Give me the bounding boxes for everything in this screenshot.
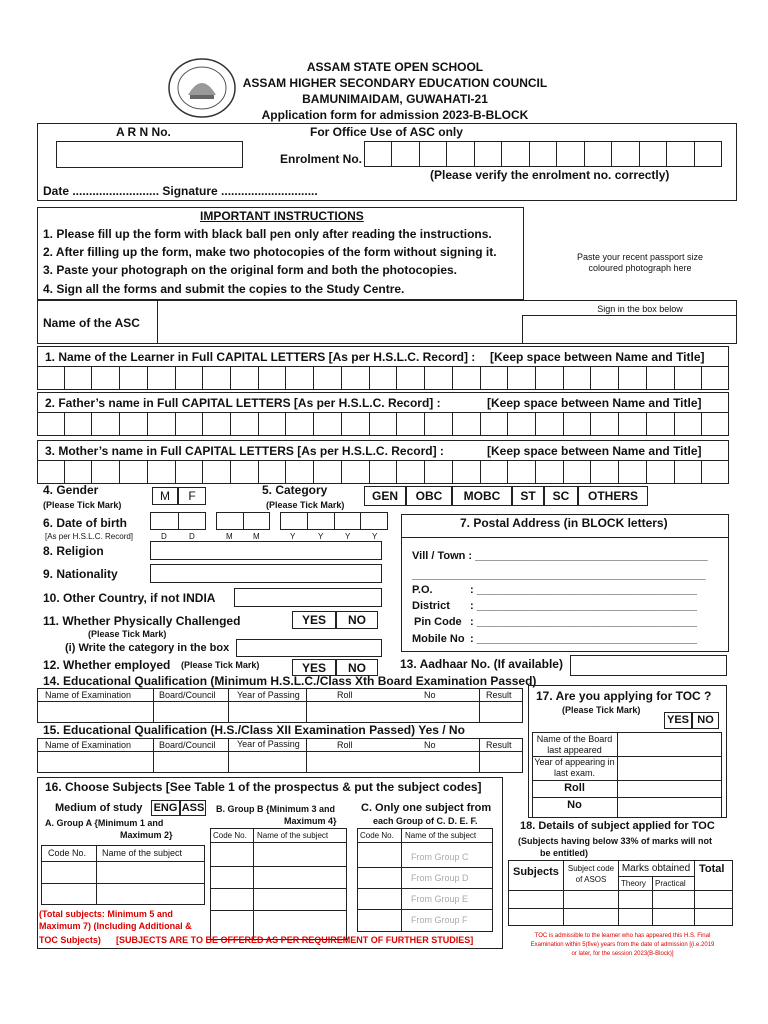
q15-col: Board/Council [159, 740, 216, 750]
nationality-input[interactable] [150, 564, 382, 583]
employed-tick: (Please Tick Mark) [181, 660, 260, 670]
category-sc[interactable]: SC [544, 486, 578, 506]
q15-label: 15. Educational Qualification (H.S./Class XII Examination Passed) Yes / No [43, 723, 465, 737]
instruction-2: 2. After filling up the form, make two photocopies of the form without signing it. [43, 245, 497, 259]
physical-tick: (Please Tick Mark) [88, 629, 167, 639]
dob-letter: Y [318, 532, 324, 541]
po-field[interactable]: : ____________________________________ [470, 584, 697, 596]
sign-text: Sign in the box below [597, 304, 683, 314]
from-group-e: From Group E [411, 894, 469, 904]
groupCF-name-header: Name of the subject [405, 831, 477, 840]
toc-code-header: Subject code of ASOS [567, 864, 615, 884]
toc-no-label: No [567, 799, 582, 811]
nationality-label: 9. Nationality [43, 567, 118, 581]
groupB-line1: B. Group B {Minimum 3 and [216, 804, 336, 814]
learner-name-input[interactable] [37, 366, 729, 390]
asc-label: Name of the ASC [43, 316, 140, 330]
total-note-1: (Total subjects: Minimum 5 and [39, 909, 173, 919]
dob-label: 6. Date of birth [43, 516, 128, 530]
aadhaar-label: 13. Aadhaar No. (If available) [400, 657, 563, 671]
header-line4: Application form for admission 2023-B-BLOCK [261, 108, 529, 122]
arn-input[interactable] [56, 141, 243, 168]
instruction-3: 3. Paste your photograph on the original form and both the photocopies. [43, 263, 458, 277]
q14-col: Year of Passing [237, 690, 300, 700]
from-group-f: From Group F [411, 915, 468, 925]
category-gen[interactable]: GEN [364, 486, 406, 506]
physical-yes[interactable]: YES [292, 611, 336, 629]
enrolment-input[interactable] [364, 141, 722, 167]
q18-sub1: (Subjects having below 33% of marks will not [518, 836, 713, 846]
dob-day-input[interactable] [150, 512, 206, 530]
groupB-code-header: Code No. [213, 831, 247, 840]
medium-ass[interactable]: ASS [181, 802, 205, 814]
physical-label: 11. Whether Physically Challenged [43, 614, 241, 628]
toc-footnote-2: Examination within 5(five) years from the date of admission [(i.e.2019 [530, 942, 715, 948]
medium-label: Medium of study [55, 802, 143, 814]
toc-tick: (Please Tick Mark) [562, 705, 641, 715]
toc-theory-header: Theory [621, 879, 646, 888]
verify-note: (Please verify the enrolment no. correctly) [430, 168, 670, 182]
country-label: 10. Other Country, if not INDIA [43, 591, 216, 605]
from-group-c: From Group C [411, 852, 469, 862]
dob-year-input[interactable] [280, 512, 388, 530]
category-others[interactable]: OTHERS [578, 486, 648, 506]
employed-no[interactable]: NO [336, 659, 378, 676]
category-st[interactable]: ST [512, 486, 544, 506]
physical-no[interactable]: NO [336, 611, 378, 629]
gender-label: 4. Gender [43, 483, 99, 497]
q16-label: 16. Choose Subjects [See Table 1 of the prospectus & put the subject codes] [45, 780, 482, 794]
dob-letter: M [253, 532, 260, 541]
from-group-d: From Group D [411, 873, 469, 883]
father-name-input[interactable] [37, 412, 729, 436]
arn-label: A R N No. [116, 125, 171, 139]
toc-practical-header: Practical [655, 879, 686, 888]
q3-label: 3. Mother’s name in Full CAPITAL LETTERS [As per H.S.L.C. Record] : [45, 444, 444, 458]
q15-col: Year of Passing [237, 739, 300, 749]
category-label: 5. Category [262, 483, 328, 497]
date-signature: Date .......................... Signature ............................. [43, 184, 318, 198]
toc-footnote-3: or later, for the session 2023(B-Block)] [571, 951, 674, 957]
pin-field[interactable]: : ____________________________________ [470, 616, 697, 628]
employed-label: 12. Whether employed [43, 658, 171, 672]
q3-note: [Keep space between Name and Title] [487, 444, 702, 458]
total-note-3: TOC Subjects) [39, 935, 101, 945]
groupA-line2: Maximum 2} [120, 830, 173, 840]
groupB-name-header: Name of the subject [257, 831, 329, 840]
q15-col: No [424, 740, 436, 750]
toc-roll: Roll [564, 782, 585, 794]
q14-label: 14. Educational Qualification (Minimum H.S.L.C./Class Xth Board Examination Passed) [43, 674, 537, 688]
groupC-line2: each Group of C. D. E. F. [373, 816, 478, 826]
header-line2: ASSAM HIGHER SECONDARY EDUCATION COUNCIL [242, 76, 548, 90]
mother-name-input[interactable] [37, 460, 729, 484]
religion-label: 8. Religion [43, 544, 104, 558]
postal-title: 7. Postal Address (in BLOCK letters) [460, 516, 668, 530]
toc-subjects-header: Subjects [513, 866, 559, 878]
mobile-field[interactable]: : ____________________________________ [470, 633, 697, 645]
dob-letter: Y [372, 532, 378, 541]
mobile-label: Mobile No [412, 633, 465, 645]
district-label: District [412, 600, 450, 612]
country-input[interactable] [234, 588, 382, 607]
photo-text2: coloured photograph here [588, 263, 692, 273]
category-mobc[interactable]: MOBC [452, 486, 512, 506]
instruction-1: 1. Please fill up the form with black ball pen only after reading the instructions. [43, 227, 492, 241]
dob-month-input[interactable] [216, 512, 270, 530]
pin-label: Pin Code [414, 616, 462, 628]
groupA-line1: A. Group A {Minimum 1 and [45, 818, 164, 828]
groupCF-code-header: Code No. [360, 831, 394, 840]
subjects-requirement-note: [SUBJECTS ARE TO BE OFFERED AS PER REQUIREMENT OF FURTHER STUDIES] [116, 935, 474, 945]
q1-label: 1. Name of the Learner in Full CAPITAL LETTERS [As per H.S.L.C. Record] : [45, 350, 476, 364]
toc-marks-header: Marks obtained [621, 863, 691, 874]
q1-note: [Keep space between Name and Title] [490, 350, 705, 364]
q14-col: Result [486, 690, 512, 700]
district-field[interactable]: : ____________________________________ [470, 600, 697, 612]
groupB-line2: Maximum 4} [284, 816, 337, 826]
q15-col: Roll [337, 740, 353, 750]
seal-logo [166, 57, 238, 119]
physical-category-input[interactable] [236, 639, 382, 657]
instructions-title: IMPORTANT INSTRUCTIONS [200, 209, 364, 223]
q15-col: Result [486, 740, 512, 750]
postal-address-box [401, 514, 729, 652]
q14-col: Name of Examination [45, 690, 132, 700]
vill-field[interactable]: Vill / Town : ______________________________________ [412, 550, 708, 562]
toc-year: Year of appearing in last exam. [534, 757, 615, 778]
category-obc[interactable]: OBC [406, 486, 452, 506]
groupA-name-header: Name of the subject [102, 848, 183, 858]
religion-input[interactable] [150, 541, 382, 560]
dob-letter: M [226, 532, 233, 541]
category-tick: (Please Tick Mark) [266, 500, 345, 510]
q18-sub2: be entitled) [540, 848, 589, 858]
dob-note: [As per H.S.L.C. Record] [45, 532, 134, 541]
toc-total-header: Total [699, 863, 725, 875]
toc-yes[interactable]: YES [664, 712, 692, 729]
q15-col: Name of Examination [45, 740, 132, 750]
header-line1: ASSAM STATE OPEN SCHOOL [306, 60, 484, 74]
q18-label: 18. Details of subject applied for TOC [520, 820, 715, 832]
q14-col: Roll [337, 690, 353, 700]
toc-label: 17. Are you applying for TOC ? [536, 689, 712, 703]
address-blank-line[interactable]: ________________________________________________ [412, 569, 706, 581]
medium-eng[interactable]: ENG [151, 800, 180, 816]
employed-yes[interactable]: YES [292, 659, 336, 676]
dob-letter: D [161, 532, 167, 541]
q2-label: 2. Father’s name in Full CAPITAL LETTERS [As per H.S.L.C. Record] : [45, 396, 441, 410]
toc-no[interactable]: NO [692, 712, 719, 729]
q2-note: [Keep space between Name and Title] [487, 396, 702, 410]
groupC-line1: C. Only one subject from [361, 802, 492, 814]
q14-col: No [424, 690, 436, 700]
gender-tick: (Please Tick Mark) [43, 500, 122, 510]
total-note-2: Maximum 7) (Including Additional & [39, 921, 192, 931]
groupA-code-header: Code No. [48, 848, 87, 858]
po-label: P.O. [412, 584, 433, 596]
enrolment-label: Enrolment No. [280, 152, 363, 166]
gender-f-option[interactable]: F [178, 487, 206, 505]
q14-col: Board/Council [159, 690, 216, 700]
toc-board: Name of the Board last appeared [536, 734, 613, 755]
header-line3: BAMUNIMAIDAM, GUWAHATI-21 [302, 92, 488, 106]
dob-letter: D [189, 532, 195, 541]
instruction-4: 4. Sign all the forms and submit the copies to the Study Centre. [43, 282, 405, 296]
gender-m-option[interactable]: M [152, 487, 178, 505]
toc-footnote-1: TOC is admissible to the learner who has appeared this H.S. Final [534, 933, 711, 939]
groupB-table [210, 828, 347, 940]
photo-text1: Paste your recent passport size [576, 252, 704, 262]
dob-letter: Y [290, 532, 296, 541]
aadhaar-input[interactable] [570, 655, 727, 676]
physical-write: (i) Write the category in the box [65, 642, 230, 654]
signature-box[interactable] [522, 315, 737, 344]
office-use-label: For Office Use of ASC only [310, 125, 463, 139]
dob-letter: Y [345, 532, 351, 541]
